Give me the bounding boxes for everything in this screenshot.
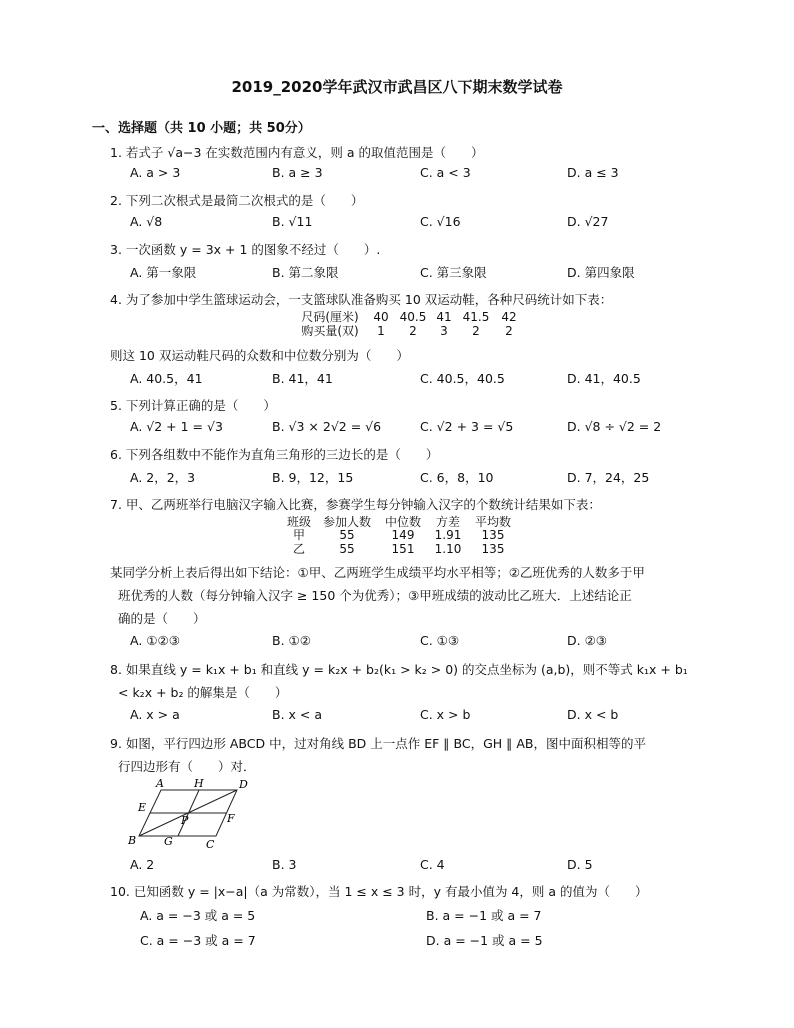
q7-cell: 135	[481, 542, 505, 556]
q4-count-cell: 1	[377, 324, 385, 338]
q7-cell: 55	[339, 542, 355, 556]
q7-cell: 甲	[292, 528, 305, 542]
q4-option-a: A. 40.5，41	[130, 371, 203, 386]
q4-option-b: B. 41，41	[272, 371, 333, 386]
q7-cell: 55	[339, 528, 355, 542]
q4-size-cell: 41	[436, 310, 452, 324]
q10-option-c: C. a = −3 或 a = 7	[140, 933, 256, 948]
q7-header-cell: 参加人数	[322, 515, 371, 529]
q9-text-line-2: 行四边形有（ ）对．	[118, 759, 256, 774]
q4-table-row-1	[294, 311, 524, 324]
question-5-stem: 5. 下列计算正确的是（ ）	[110, 398, 276, 413]
q2-option-c: C. √16	[420, 214, 461, 229]
q1-option-c: C. a < 3	[420, 165, 471, 180]
q7-cell: 乙	[292, 542, 305, 556]
question-6-stem: 6. 下列各组数中不能作为直角三角形的三边长的是（ ）	[110, 447, 439, 462]
q7-option-a: A. ①②③	[130, 633, 180, 648]
q7-header-cell: 班级	[286, 515, 311, 529]
q4-size-cell: 40	[373, 310, 389, 324]
q4-row1-label: 尺码(厘米)	[301, 310, 359, 324]
label-f: F	[227, 812, 235, 825]
question-4-followup: 则这 10 双运动鞋尺码的众数和中位数分别为（ ）	[110, 348, 409, 363]
q7-text-line-1: 某同学分析上表后得出如下结论：①甲、乙两班学生成绩平均水平相等；②乙班优秀的人数多于甲	[110, 565, 645, 580]
q1-option-d: D. a ≤ 3	[567, 165, 619, 180]
section-heading: 一、选择题（共 10 小题；共 50分）	[92, 121, 311, 136]
question-4-stem: 4. 为了参加中学生篮球运动会，一支篮球队准备购买 10 双运动鞋，各种尺码统计如下表：	[110, 292, 613, 307]
parallelogram-figure	[122, 776, 262, 850]
q8-option-d: D. x < b	[567, 707, 619, 722]
q1-option-b: B. a ≥ 3	[272, 165, 323, 180]
q9-text-line-1: 9. 如图，平行四边形 ABCD 中，过对角线 BD 上一点作 EF ∥ BC，GH ∥ AB，图中面积相等的平	[110, 736, 647, 751]
q3-option-a: A. 第一象限	[130, 265, 197, 280]
q5-option-a: A. √2 + 1 = √3	[130, 419, 223, 434]
q7-header-cell: 中位数	[384, 515, 421, 529]
q6-option-c: C. 6，8，10	[420, 470, 494, 485]
q6-option-a: A. 2，2，3	[130, 470, 196, 485]
q7-header-cell: 方差	[435, 515, 460, 529]
q7-text-line-3: 确的是（ ）	[118, 611, 206, 626]
q4-count-cell: 3	[440, 324, 448, 338]
label-b: B	[128, 834, 137, 847]
question-7-stem: 7. 甲、乙两班举行电脑汉字输入比赛，参赛学生每分钟输入汉字的个数统计结果如下表：	[110, 497, 601, 512]
q4-count-cell: 2	[505, 324, 513, 338]
q6-option-b: B. 9，12，15	[272, 470, 354, 485]
q10-option-a: A. a = −3 或 a = 5	[140, 908, 256, 923]
question-3-stem: 3. 一次函数 y = 3x + 1 的图象不经过（ ）.	[110, 242, 381, 257]
q5-option-b: B. √3 × 2√2 = √6	[272, 419, 382, 434]
q9-option-c: C. 4	[420, 857, 445, 872]
q4-count-cell: 2	[409, 324, 417, 338]
q7-cell: 1.91	[434, 528, 462, 542]
q7-cell: 135	[481, 528, 505, 542]
label-g: G	[164, 835, 173, 848]
q4-option-c: C. 40.5，40.5	[420, 371, 505, 386]
q7-cell: 151	[391, 542, 415, 556]
q9-option-a: A. 2	[130, 857, 155, 872]
q7-header-cell: 平均数	[474, 515, 511, 529]
q3-option-b: B. 第二象限	[272, 265, 339, 280]
q7-option-b: B. ①②	[272, 633, 311, 648]
q8-option-c: C. x > b	[420, 707, 471, 722]
q10-option-d: D. a = −1 或 a = 5	[426, 933, 543, 948]
q4-size-cell: 42	[501, 310, 517, 324]
q8-option-b: B. x < a	[272, 707, 322, 722]
q4-size-cell: 41.5	[462, 310, 490, 324]
label-d: D	[239, 778, 248, 791]
q7-cell: 149	[391, 528, 415, 542]
question-10-stem: 10. 已知函数 y = |x−a|（a 为常数），当 1 ≤ x ≤ 3 时，y 有最小值为 4，则 a 的值为（ ）	[110, 884, 648, 899]
q8-option-a: A. x > a	[130, 707, 180, 722]
q7-table-row	[282, 529, 518, 542]
q3-option-c: C. 第三象限	[420, 265, 487, 280]
q2-option-b: B. √11	[272, 214, 313, 229]
q4-count-cell: 2	[472, 324, 480, 338]
q7-table-row	[282, 543, 518, 556]
q10-option-b: B. a = −1 或 a = 7	[426, 908, 542, 923]
label-a: A	[156, 777, 164, 790]
q2-option-d: D. √27	[567, 214, 609, 229]
q4-row2-label: 购买量(双)	[301, 324, 359, 338]
q4-option-d: D. 41，40.5	[567, 371, 641, 386]
label-h: H	[194, 777, 204, 790]
q2-option-a: A. √8	[130, 214, 163, 229]
q8-text-line-1: 8. 如果直线 y = k₁x + b₁ 和直线 y = k₂x + b₂(k₁ > k₂ > 0) 的交点坐标为 (a,b)，则不等式 k₁x + b₁	[110, 662, 688, 677]
label-e: E	[138, 801, 147, 814]
q7-option-c: C. ①③	[420, 633, 460, 648]
label-p: P	[181, 814, 189, 827]
q4-size-cell: 40.5	[399, 310, 427, 324]
q6-option-d: D. 7，24，25	[567, 470, 650, 485]
label-c: C	[206, 838, 215, 850]
q5-option-c: C. √2 + 3 = √5	[420, 419, 514, 434]
q3-option-d: D. 第四象限	[567, 265, 635, 280]
question-1-stem: 1. 若式子 √a−3 在实数范围内有意义，则 a 的取值范围是（ ）	[110, 145, 484, 160]
q7-text-line-2: 班优秀的人数（每分钟输入汉字 ≥ 150 个为优秀）；③甲班成绩的波动比乙班大．上述结论正	[118, 588, 632, 603]
q1-option-a: A. a > 3	[130, 165, 181, 180]
q4-table-row-2	[294, 325, 524, 338]
q8-text-line-2: < k₂x + b₂ 的解集是（ ）	[118, 685, 288, 700]
page-title: 2019_2020学年武汉市武昌区八下期末数学试卷	[231, 78, 563, 96]
q9-option-b: B. 3	[272, 857, 297, 872]
q9-option-d: D. 5	[567, 857, 593, 872]
q7-option-d: D. ②③	[567, 633, 607, 648]
q7-cell: 1.10	[434, 542, 462, 556]
question-2-stem: 2. 下列二次根式是最简二次根式的是（ ）	[110, 193, 364, 208]
q5-option-d: D. √8 ÷ √2 = 2	[567, 419, 662, 434]
